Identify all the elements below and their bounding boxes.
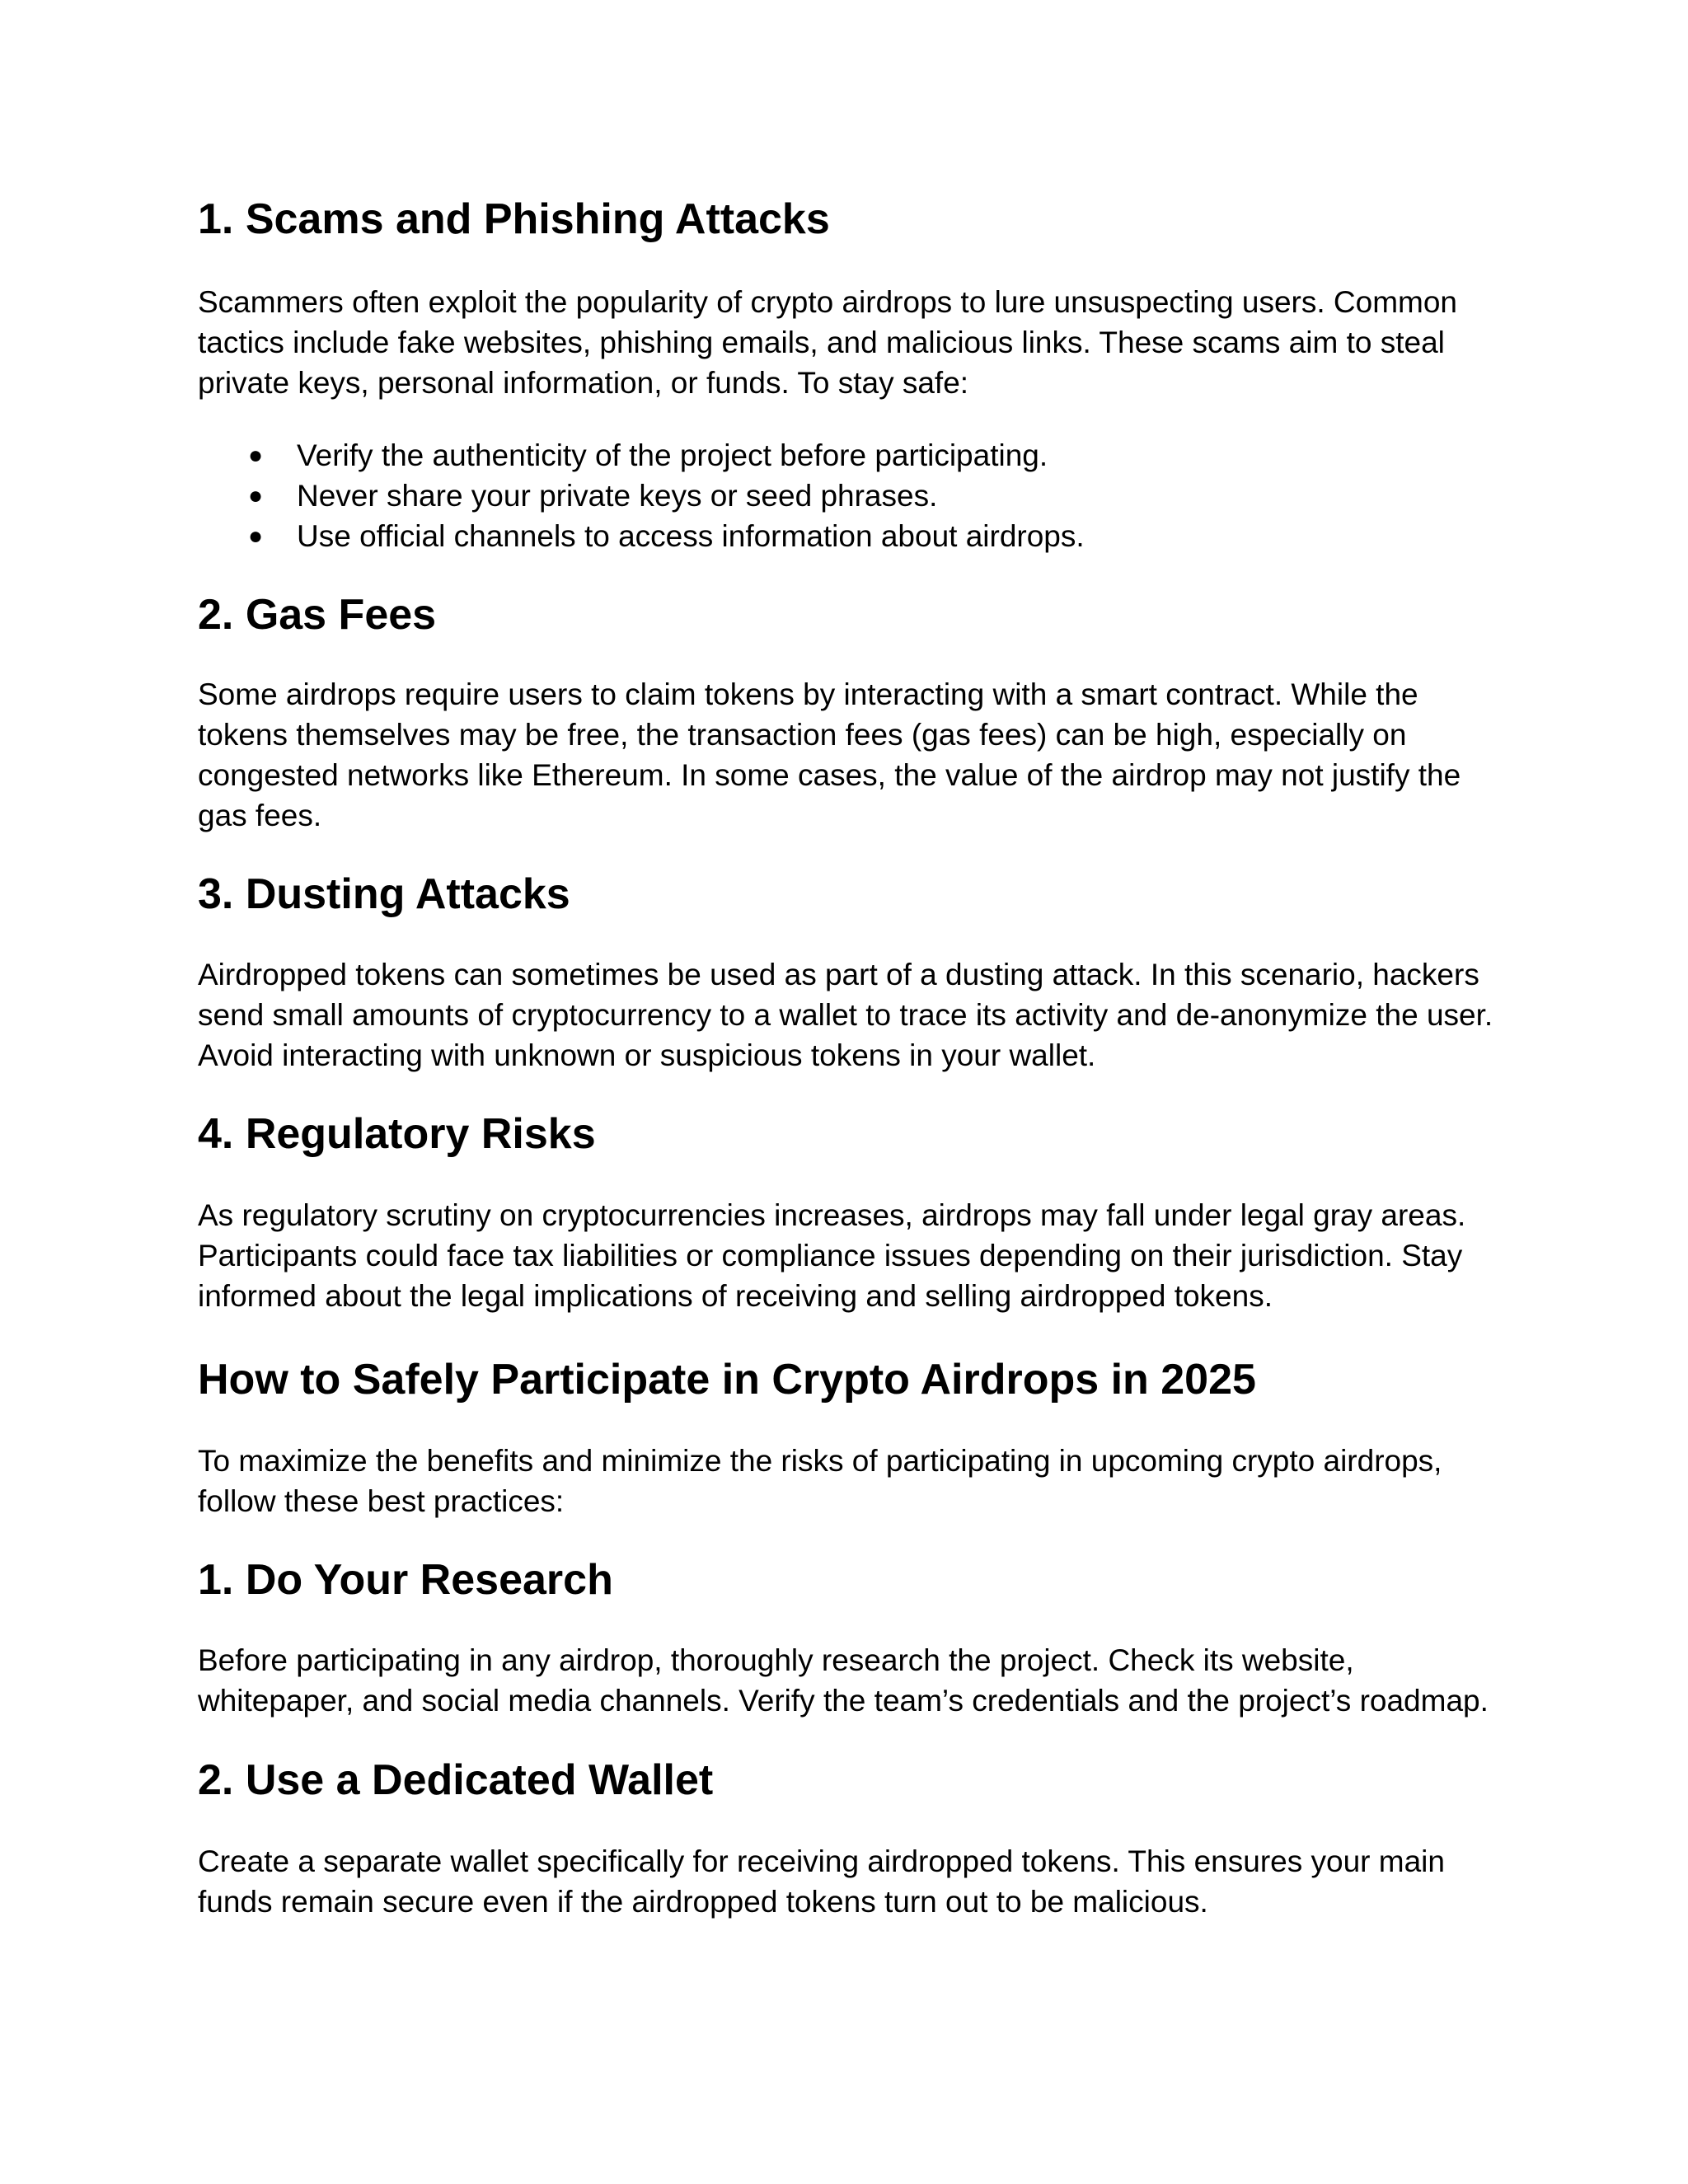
section-heading-how-to: How to Safely Participate in Crypto Airdrops in 2025 bbox=[198, 1356, 1256, 1404]
list-item: ● Never share your private keys or seed phrases. bbox=[198, 476, 1500, 516]
list-item: ● Use official channels to access information about airdrops. bbox=[198, 516, 1500, 556]
section-body-dusting: Airdropped tokens can sometimes be used as part of a dusting attack. In this scenario, hackers send small amounts of cryptocurrency to a wallet to trace its activity and de-anonymize the user. Avoid interacting with unknown or suspicious tokens in your wallet. bbox=[198, 958, 1493, 1072]
section-heading-research: 1. Do Your Research bbox=[198, 1556, 613, 1604]
section-heading-wallet: 2. Use a Dedicated Wallet bbox=[198, 1756, 714, 1804]
section-heading-scams: 1. Scams and Phishing Attacks bbox=[198, 195, 830, 243]
bullet-icon: ● bbox=[248, 442, 264, 469]
section-body-wallet: Create a separate wallet specifically for receiving airdropped tokens. This ensures your main funds remain secure even if the airdropped tokens turn out to be malicious. bbox=[198, 1844, 1445, 1919]
bullet-icon: ● bbox=[248, 523, 264, 550]
bullet-icon: ● bbox=[248, 482, 264, 509]
section-body-scams: Scammers often exploit the popularity of crypto airdrops to lure unsuspecting users. Common tactics include fake websites, phishing emails, and malicious links. These scams aim to steal private keys, personal information, or funds. To stay safe: bbox=[198, 285, 1458, 400]
section-body-research: Before participating in any airdrop, thoroughly research the project. Check its website, whitepaper, and social media channels. Verify the team’s credentials and the project’s roadmap. bbox=[198, 1643, 1489, 1718]
section-heading-gas-fees: 2. Gas Fees bbox=[198, 591, 437, 639]
section-body-gas-fees: Some airdrops require users to claim tokens by interacting with a smart contract. While the tokens themselves may be free, the transaction fees (gas fees) can be high, especially on congested networks like Ethereum. In some cases, the value of the airdrop may not justify the gas fees. bbox=[198, 677, 1461, 832]
section-body-regulatory: As regulatory scrutiny on cryptocurrencies increases, airdrops may fall under legal gray areas. Participants could face tax liabilities or compliance issues depending on their jurisdiction. Stay informed about the legal implications of receiving and selling airdropped tokens. bbox=[198, 1198, 1466, 1313]
section-body-how-to: To maximize the benefits and minimize the risks of participating in upcoming crypto airdrops, follow these best practices: bbox=[198, 1444, 1442, 1518]
section-heading-regulatory: 4. Regulatory Risks bbox=[198, 1110, 596, 1158]
section-heading-dusting: 3. Dusting Attacks bbox=[198, 870, 570, 918]
safety-tips-list bbox=[198, 435, 1500, 556]
list-item: ● Verify the authenticity of the project before participating. bbox=[198, 435, 1500, 476]
